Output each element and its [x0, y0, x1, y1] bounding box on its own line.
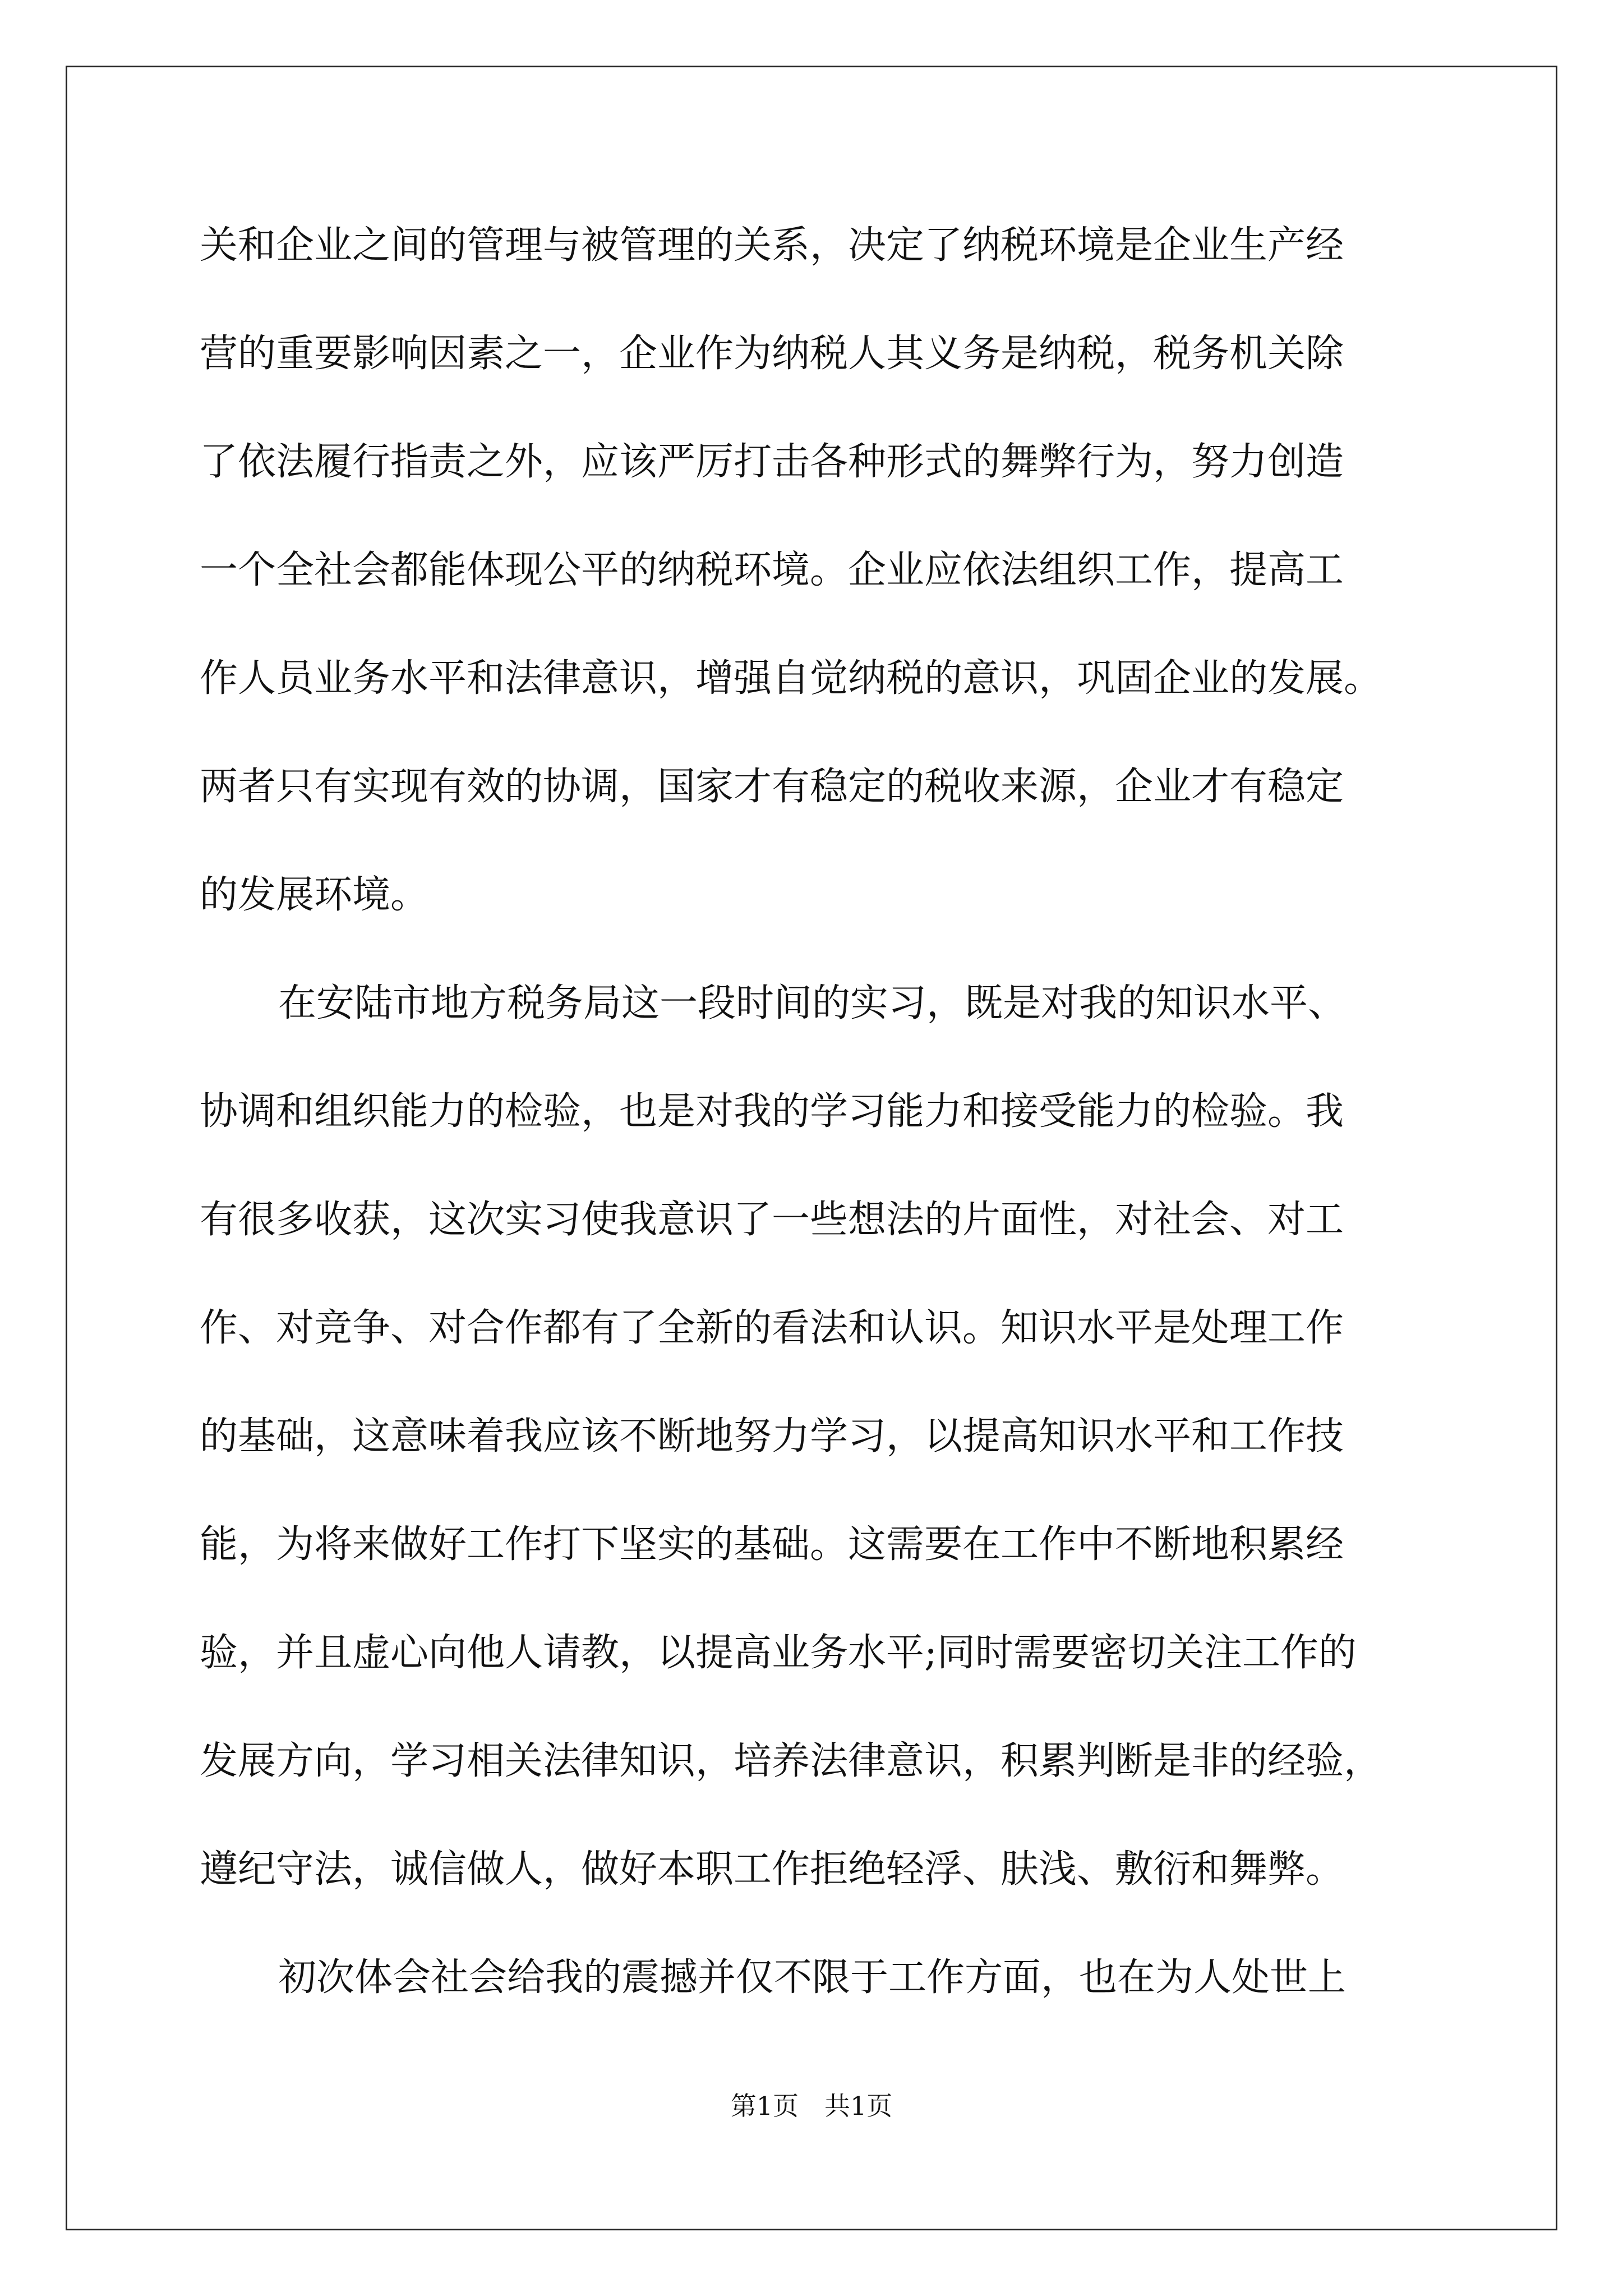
text-line: 了依法履行指责之外，应该严厉打击各种形式的舞弊行为，努力创造	[200, 440, 1344, 484]
page-border	[66, 66, 1557, 2230]
text-line: 的基础，这意味着我应该不断地努力学习，以提高知识水平和工作技	[200, 1414, 1344, 1458]
text-line: 遵纪守法，诚信做人，做好本职工作拒绝轻浮、肤浅、敷衍和舞弊。	[200, 1847, 1344, 1892]
text-line: 营的重要影响因素之一，企业作为纳税人其义务是纳税，税务机关除	[200, 332, 1344, 376]
text-line: 关和企业之间的管理与被管理的关系，决定了纳税环境是企业生产经	[200, 223, 1344, 268]
text-line: 验，并且虚心向他人请教，以提高业务水平;同时需要密切关注工作的	[200, 1631, 1357, 1675]
text-line: 作人员业务水平和法律意识，增强自觉纳税的意识，巩固企业的发展。	[200, 656, 1382, 701]
text-line: 作、对竞争、对合作都有了全新的看法和认识。知识水平是处理工作	[200, 1306, 1344, 1350]
page-number-footer: 第1页 共1页	[730, 2091, 893, 2121]
paragraph-first-line: 在安陆市地方税务局这一段时间的实习，既是对我的知识水平、	[278, 981, 1347, 1025]
text-line: 能，为将来做好工作打下坚实的基础。这需要在工作中不断地积累经	[200, 1522, 1344, 1567]
text-line: 两者只有实现有效的协调，国家才有稳定的税收来源，企业才有稳定	[200, 765, 1344, 809]
text-line: 协调和组织能力的检验，也是对我的学习能力和接受能力的检验。我	[200, 1089, 1344, 1134]
paragraph-first-line: 初次体会社会给我的震撼并仅不限于工作方面，也在为人处世上	[278, 1955, 1347, 2000]
text-line: 有很多收获，这次实习使我意识了一些想法的片面性，对社会、对工	[200, 1198, 1344, 1242]
text-line: 发展方向，学习相关法律知识，培养法律意识，积累判断是非的经验，	[200, 1739, 1382, 1783]
text-line: 一个全社会都能体现公平的纳税环境。企业应依法组织工作，提高工	[200, 548, 1344, 592]
text-line: 的发展环境。	[200, 873, 429, 917]
